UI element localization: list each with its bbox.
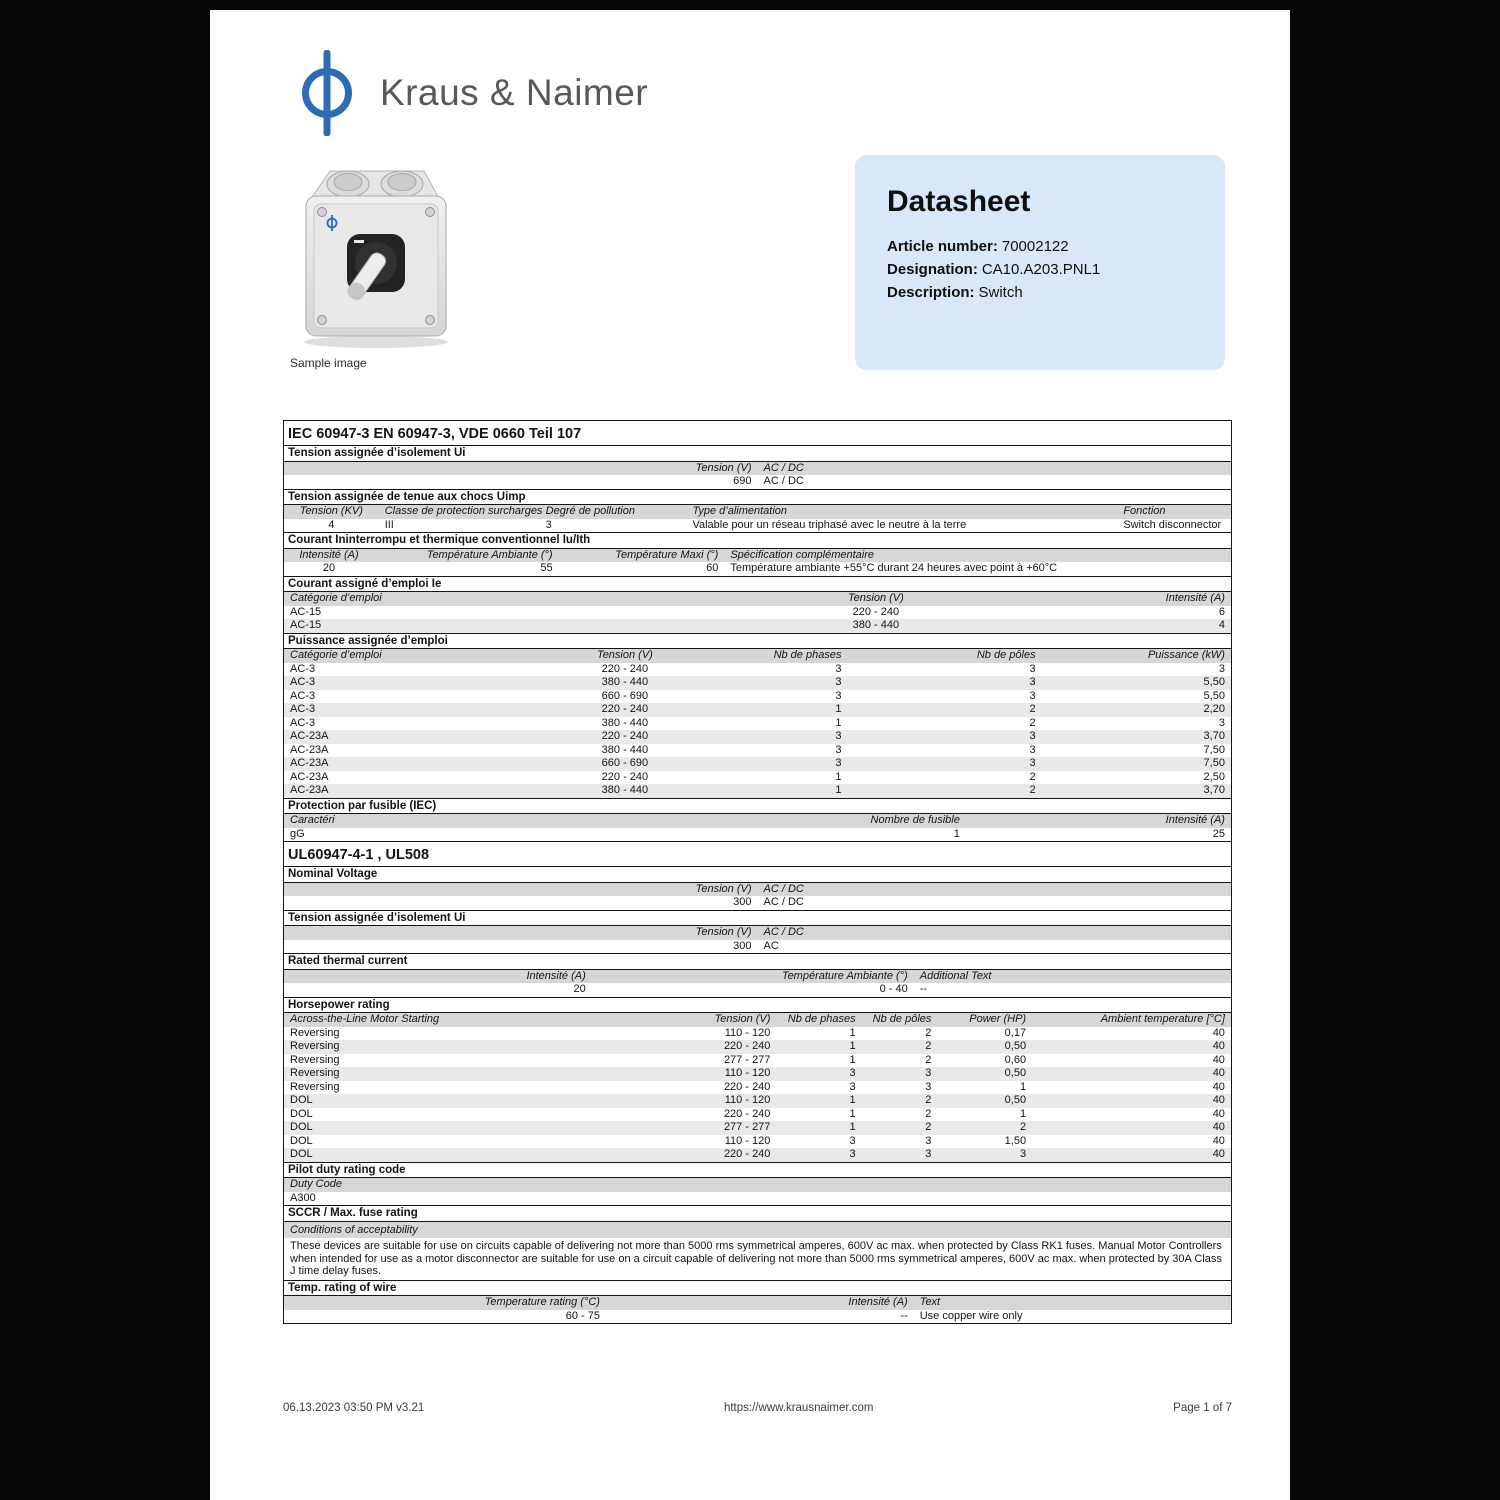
table-cell: 1 — [1019, 1107, 1027, 1120]
section-title: Rated thermal current — [284, 953, 1231, 970]
table-cell: AC / DC — [763, 882, 804, 895]
table-cell: Degré de pollution — [545, 505, 635, 517]
table-row — [284, 1310, 1231, 1324]
table-header-row — [284, 505, 1231, 519]
table-cell: Type d’alimentation — [692, 505, 788, 517]
table-row — [284, 757, 1231, 771]
table-cell: 277 - 277 — [723, 1053, 771, 1066]
table-header-row — [284, 1013, 1231, 1027]
table-row — [284, 1054, 1231, 1068]
footer-date-version: 06.13.2023 03:50 PM v3.21 — [283, 1402, 425, 1414]
table-cell: 3 — [925, 1148, 932, 1160]
table-row — [284, 562, 1231, 576]
field-label: Article number: — [887, 238, 998, 255]
table-cell: 20 — [322, 562, 336, 574]
table-cell: 220 - 240 — [601, 730, 649, 742]
table-cell: Reversing — [290, 1067, 340, 1079]
table-header-row — [284, 970, 1231, 984]
table-cell: -- — [919, 983, 928, 995]
table-cell: 0,60 — [1004, 1053, 1027, 1066]
brand-phi-icon — [298, 50, 356, 136]
table-cell: AC-3 — [290, 689, 316, 702]
table-cell: 4 — [328, 518, 335, 531]
table-cell: Nombre de fusible — [870, 814, 960, 826]
table-cell: Température Maxi (°) — [615, 548, 719, 561]
table-cell: 1 — [835, 716, 842, 729]
table-cell: 3,70 — [1203, 730, 1225, 742]
table-cell: 2 — [1029, 703, 1036, 715]
table-cell: 3 — [849, 1148, 856, 1160]
field-value: 70002122 — [1001, 238, 1069, 255]
section-title: Pilot duty rating code — [284, 1162, 1231, 1179]
table-cell: 660 - 690 — [601, 689, 649, 702]
table-cell: AC-23A — [290, 757, 329, 769]
field-designation — [887, 258, 1205, 281]
section-title: Protection par fusible (IEC) — [284, 798, 1231, 815]
table-cell: 3 — [849, 1134, 856, 1147]
table-row — [284, 1135, 1231, 1149]
table-cell: 220 - 240 — [852, 605, 900, 618]
table-cell: Conditions of acceptability — [290, 1223, 418, 1236]
table-row — [284, 676, 1231, 690]
section-title: Temp. rating of wire — [284, 1280, 1231, 1297]
table-cell: Puissance (kW) — [1147, 649, 1225, 661]
footer-page-number: Page 1 of 7 — [1173, 1402, 1232, 1414]
table-cell: 1,50 — [1004, 1134, 1027, 1147]
table-cell: 220 - 240 — [723, 1107, 771, 1120]
table-cell: DOL — [290, 1107, 313, 1120]
datasheet-title: Datasheet — [887, 185, 1031, 218]
table-cell: 20 — [573, 983, 586, 995]
table-cell: AC / DC — [763, 926, 804, 938]
table-cell: 380 - 440 — [601, 784, 649, 796]
table-header-row — [284, 1296, 1231, 1310]
section-title: Nominal Voltage — [284, 867, 1231, 883]
table-cell: 220 - 240 — [601, 770, 649, 783]
table-cell: 7,50 — [1203, 743, 1225, 756]
table-cell: Classe de protection surcharges — [384, 505, 543, 517]
field-value: Switch — [978, 284, 1023, 301]
table-cell: 380 - 440 — [601, 676, 649, 688]
table-row — [284, 717, 1231, 731]
product-shadow — [304, 336, 448, 348]
field-label: Description: — [887, 284, 975, 301]
table-cell: 3 — [835, 730, 842, 742]
table-cell: Intensité (A) — [1165, 814, 1225, 826]
table-cell: 3 — [835, 689, 842, 702]
table-cell: AC / DC — [763, 475, 804, 487]
table-cell: Température Ambiante (°) — [426, 548, 553, 561]
table-row — [284, 475, 1231, 489]
table-cell: AC-3 — [290, 662, 316, 675]
section-title: Courant assigné d’emploi Ie — [284, 576, 1231, 593]
table-header-row — [284, 926, 1231, 940]
datasheet-panel — [855, 155, 1225, 370]
table-cell: Intensité (A) — [848, 1296, 908, 1308]
table-cell: 220 - 240 — [723, 1148, 771, 1160]
table-cell: 1 — [849, 1053, 856, 1066]
table-cell: 7,50 — [1203, 757, 1225, 769]
table-cell: 2 — [925, 1040, 932, 1052]
table-cell: AC-15 — [290, 605, 322, 618]
table-row — [284, 784, 1231, 798]
table-cell: 40 — [1212, 1067, 1225, 1079]
table-row — [284, 690, 1231, 704]
table-row — [284, 1027, 1231, 1041]
table-cell: 380 - 440 — [601, 743, 649, 756]
table-cell: 2 — [925, 1107, 932, 1120]
table-cell: DOL — [290, 1094, 313, 1106]
page-footer — [283, 1402, 1232, 1414]
table-cell: Reversing — [290, 1026, 340, 1039]
table-cell: 3 — [925, 1080, 932, 1093]
table-cell: These devices are suitable for use on circuits capable of delivering not more than 5000 rms symmetrical amperes, 600V ac max. when protected by Class RK1 fuses. Manual Motor Controllers when intended for use as a motor disconnector are suitable for use on a circuit capable of delivering not more than 5000 rms symmetrical amperes, 600V ac max. when protected by 30A Class J time delay fuses. — [290, 1240, 1222, 1277]
product-image — [288, 158, 463, 350]
table-row — [284, 1121, 1231, 1135]
table-header-row — [284, 462, 1231, 476]
table-cell: 2 — [925, 1026, 932, 1039]
brand-name: Kraus & Naimer — [380, 72, 649, 113]
table-cell: Nb de pôles — [976, 649, 1036, 661]
table-cell: 3 — [849, 1067, 856, 1079]
section-title: Tension assignée de tenue aux chocs Uimp — [284, 489, 1231, 506]
table-cell: Additional Text — [919, 969, 992, 982]
table-cell: 3 — [545, 518, 552, 531]
table-cell: 1 — [849, 1121, 856, 1133]
table-cell: 1 — [849, 1094, 856, 1106]
table-cell: 0,50 — [1004, 1040, 1027, 1052]
table-cell: 0 - 40 — [879, 983, 908, 995]
table-cell: 3 — [835, 662, 842, 675]
table-cell: 3 — [835, 676, 842, 688]
table-cell: Intensité (A) — [1165, 592, 1225, 604]
table-cell: 300 — [733, 896, 752, 908]
table-row — [284, 619, 1231, 633]
table-header-row — [284, 549, 1231, 563]
table-cell: 4 — [1218, 619, 1225, 631]
table-cell: 3 — [1029, 743, 1036, 756]
section-title: Horsepower rating — [284, 997, 1231, 1014]
table-row — [284, 606, 1231, 620]
table-cell: Nb de phases — [787, 1013, 856, 1025]
table-cell: Nb de phases — [773, 649, 842, 661]
table-cell: Tension (V) — [695, 926, 752, 938]
table-cell: 1 — [835, 703, 842, 715]
table-cell: 3,70 — [1203, 784, 1225, 796]
table-row — [284, 519, 1231, 533]
table-cell: Tension (V) — [847, 592, 904, 604]
field-value: CA10.A203.PNL1 — [981, 261, 1101, 278]
table-row — [284, 983, 1231, 997]
table-row — [284, 771, 1231, 785]
table-cell: 2 — [1029, 716, 1036, 729]
table-cell: Température Ambiante (°) — [781, 969, 908, 982]
table-row — [284, 1192, 1231, 1206]
table-cell: Reversing — [290, 1040, 340, 1052]
table-cell: Use copper wire only — [919, 1309, 1023, 1322]
table-cell: 220 - 240 — [723, 1080, 771, 1093]
table-cell: 3 — [1029, 676, 1036, 688]
table-cell: DOL — [290, 1121, 313, 1133]
table-cell: 2 — [925, 1053, 932, 1066]
table-header-row — [284, 1222, 1231, 1239]
table-cell: 690 — [733, 475, 752, 487]
table-cell: 2 — [925, 1094, 932, 1106]
standard-section-title: IEC 60947-3 EN 60947-3, VDE 0660 Teil 107 — [284, 421, 1231, 446]
table-cell: 3 — [1029, 662, 1036, 675]
table-cell: Reversing — [290, 1080, 340, 1093]
table-cell: 220 - 240 — [601, 662, 649, 675]
table-cell: 277 - 277 — [723, 1121, 771, 1133]
table-cell: 40 — [1212, 1053, 1225, 1066]
field-article-number — [887, 235, 1205, 258]
table-cell: AC-3 — [290, 676, 316, 688]
table-row — [284, 1094, 1231, 1108]
standard-section-title: UL60947-4-1 , UL508 — [284, 841, 1231, 867]
table-row — [284, 1148, 1231, 1162]
table-header-row — [284, 883, 1231, 897]
table-cell: Spécification complémentaire — [730, 548, 875, 561]
table-cell: Reversing — [290, 1053, 340, 1066]
table-cell: 55 — [540, 562, 553, 574]
table-row — [284, 1081, 1231, 1095]
table-cell: 1 — [953, 827, 960, 840]
table-cell: AC / DC — [763, 896, 804, 908]
cable-gland-left — [327, 171, 369, 197]
table-header-row — [284, 814, 1231, 828]
table-row — [284, 1238, 1231, 1280]
table-cell: 0,50 — [1004, 1094, 1027, 1106]
table-cell: Caractéri — [290, 814, 335, 826]
section-title: SCCR / Max. fuse rating — [284, 1205, 1231, 1222]
table-cell: 1 — [849, 1040, 856, 1052]
brand-logo — [298, 50, 648, 136]
plate-marking — [354, 240, 364, 243]
cable-gland-right — [381, 171, 423, 197]
section-title: Puissance assignée d’emploi — [284, 633, 1231, 650]
table-cell: Power (HP) — [969, 1013, 1027, 1025]
table-cell: 1 — [849, 1107, 856, 1120]
table-cell: 40 — [1212, 1134, 1225, 1147]
table-cell: AC-15 — [290, 619, 322, 631]
table-cell: Intensité (A) — [526, 969, 586, 982]
table-cell: 3 — [849, 1080, 856, 1093]
table-cell: 25 — [1212, 827, 1225, 840]
table-cell: Intensité (A) — [299, 548, 359, 561]
table-cell: Fonction — [1123, 505, 1166, 517]
table-header-row — [284, 649, 1231, 663]
table-cell: 2 — [1029, 784, 1036, 796]
table-cell: 60 — [706, 562, 719, 574]
table-cell: Ambient temperature [°C] — [1100, 1013, 1225, 1025]
table-cell: AC-3 — [290, 703, 316, 715]
field-description — [887, 281, 1205, 304]
table-cell: Tension (KV) — [299, 505, 363, 517]
table-cell: 60 - 75 — [565, 1309, 600, 1322]
table-cell: Duty Code — [290, 1178, 342, 1190]
table-header-row — [284, 592, 1231, 606]
table-cell: 3 — [835, 743, 842, 756]
spec-table — [283, 420, 1232, 1324]
table-cell: 380 - 440 — [601, 716, 649, 729]
table-row — [284, 730, 1231, 744]
table-cell: -- — [900, 1309, 908, 1322]
table-cell: AC / DC — [763, 461, 804, 474]
table-cell: 300 — [733, 939, 752, 952]
table-cell: Switch disconnector — [1123, 518, 1222, 531]
table-cell: 110 - 120 — [724, 1094, 771, 1106]
table-cell: 1 — [849, 1026, 856, 1039]
table-cell: 1 — [1019, 1080, 1027, 1093]
table-header-row — [284, 1178, 1231, 1192]
table-cell: 3 — [835, 757, 842, 769]
document-page — [210, 10, 1290, 1500]
table-cell: Catégorie d’emploi — [290, 649, 382, 661]
table-row — [284, 896, 1231, 910]
table-cell: 2 — [925, 1121, 932, 1133]
table-cell: 2,20 — [1203, 703, 1225, 715]
table-cell: 40 — [1212, 1121, 1225, 1133]
table-cell: AC-23A — [290, 730, 329, 742]
table-cell: 0,50 — [1004, 1067, 1027, 1079]
table-row — [284, 703, 1231, 717]
table-cell: 1 — [835, 784, 842, 796]
table-cell: Tension (V) — [596, 649, 653, 661]
table-cell: 2 — [1029, 770, 1036, 783]
field-label: Designation: — [887, 261, 978, 278]
table-cell: 5,50 — [1203, 676, 1225, 688]
table-cell: AC-3 — [290, 716, 316, 729]
table-cell: 3 — [1218, 662, 1225, 675]
table-cell: 110 - 120 — [724, 1067, 771, 1079]
table-cell: DOL — [290, 1148, 313, 1160]
table-cell: Across-the-Line Motor Starting — [290, 1013, 440, 1025]
table-cell: 1 — [835, 770, 842, 783]
sample-image-caption: Sample image — [290, 356, 367, 370]
table-cell: AC — [763, 939, 779, 952]
table-row — [284, 940, 1231, 954]
table-cell: Température ambiante +55°C durant 24 heures avec point à +60°C — [730, 562, 1058, 574]
table-cell: 110 - 120 — [724, 1134, 771, 1147]
table-cell: 40 — [1212, 1094, 1225, 1106]
table-cell: Temperature rating (°C) — [484, 1296, 600, 1308]
table-cell: Tension (V) — [714, 1013, 771, 1025]
table-cell: Catégorie d’emploi — [290, 592, 382, 604]
table-cell: 3 — [1029, 730, 1036, 742]
table-cell: 660 - 690 — [601, 757, 649, 769]
table-cell: 2,50 — [1203, 770, 1225, 783]
table-row — [284, 744, 1231, 758]
table-row — [284, 1040, 1231, 1054]
table-cell: 2 — [1019, 1121, 1027, 1133]
table-cell: 40 — [1212, 1107, 1225, 1120]
table-cell: DOL — [290, 1134, 313, 1147]
table-row — [284, 1067, 1231, 1081]
table-row — [284, 828, 1231, 842]
table-cell: A300 — [290, 1191, 316, 1204]
table-cell: 40 — [1212, 1148, 1225, 1160]
table-row — [284, 1108, 1231, 1122]
section-title: Tension assignée d’isolement Ui — [284, 910, 1231, 927]
section-title: Courant Ininterrompu et thermique conventionnel Iu/Ith — [284, 532, 1231, 549]
table-cell: AC-23A — [290, 743, 329, 756]
table-cell: gG — [290, 827, 305, 840]
table-cell: Nb de pôles — [872, 1013, 932, 1025]
table-row — [284, 663, 1231, 677]
table-cell: 3 — [1019, 1148, 1027, 1160]
table-cell: Text — [919, 1296, 941, 1308]
table-cell: 3 — [1218, 716, 1225, 729]
table-cell: III — [384, 518, 394, 531]
table-cell: 220 - 240 — [601, 703, 649, 715]
table-cell: 40 — [1212, 1080, 1225, 1093]
table-cell: AC-23A — [290, 770, 329, 783]
table-cell: 3 — [925, 1067, 932, 1079]
table-cell: 3 — [925, 1134, 932, 1147]
table-cell: 0,17 — [1004, 1026, 1027, 1039]
footer-url[interactable]: https://www.krausnaimer.com — [723, 1402, 874, 1414]
table-cell: Tension (V) — [695, 882, 752, 895]
table-cell: 40 — [1212, 1040, 1225, 1052]
table-cell: Valable pour un réseau triphasé avec le neutre à la terre — [692, 518, 967, 531]
table-cell: 5,50 — [1203, 689, 1225, 702]
table-cell: 6 — [1218, 605, 1225, 618]
table-cell: 220 - 240 — [723, 1040, 771, 1052]
table-cell: 3 — [1029, 689, 1036, 702]
table-cell: 380 - 440 — [852, 619, 900, 631]
table-cell: AC-23A — [290, 784, 329, 796]
table-cell: 110 - 120 — [724, 1026, 771, 1039]
table-cell: 40 — [1212, 1026, 1225, 1039]
table-cell: Tension (V) — [695, 461, 752, 474]
table-cell: 3 — [1029, 757, 1036, 769]
section-title: Tension assignée d’isolement Ui — [284, 446, 1231, 462]
